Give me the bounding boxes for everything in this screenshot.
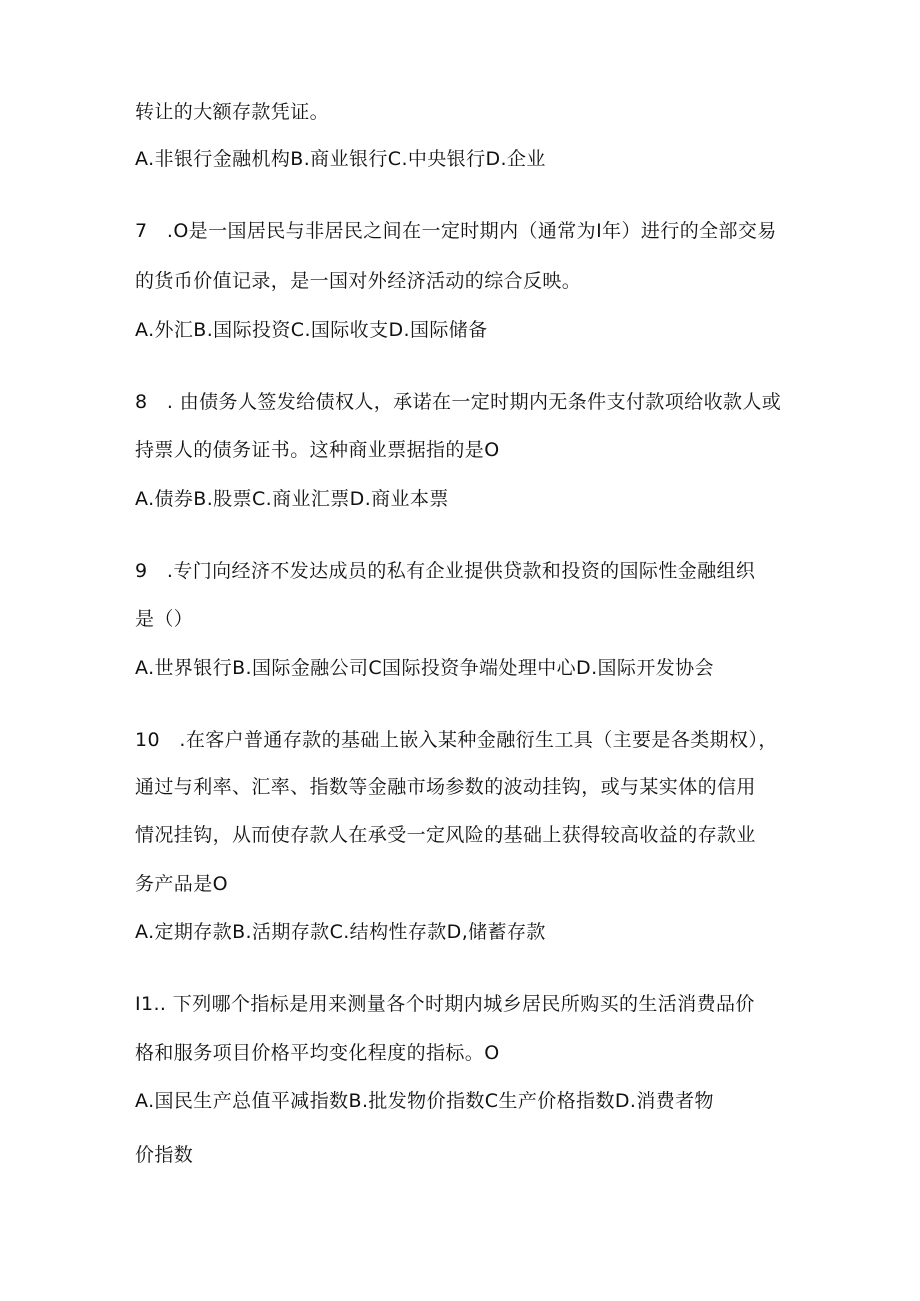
text-line-question9-options: A.世界银行B.国际金融公司C国际投资争端处理中心D.国际开发协会 bbox=[135, 657, 714, 679]
text-line-question11-options: A.国民生产总值平减指数B.批发物价指数C生产价格指数D.消费者物 bbox=[135, 1090, 714, 1112]
text-line-question10-continued-2: 情况挂钩，从而使存款人在承受一定风险的基础上获得较高收益的存款业 bbox=[135, 824, 756, 846]
text-line-question8-options: A.债券B.股票C.商业汇票D.商业本票 bbox=[135, 488, 449, 510]
text-line-question9: 9 .专门向经济不发达成员的私有企业提供贷款和投资的国际性金融组织 bbox=[135, 560, 756, 582]
text-line-question9-continued: 是（） bbox=[135, 608, 194, 630]
text-line-question7: 7 .O是一国居民与非居民之间在一定时期内（通常为I年）进行的全部交易 bbox=[135, 220, 777, 242]
text-line-question6-continued: 转让的大额存款凭证。 bbox=[135, 101, 330, 123]
text-line-question7-options: A.外汇B.国际投资C.国际收支D.国际储备 bbox=[135, 319, 488, 341]
text-line-question11: I1.. 下列哪个指标是用来测量各个时期内城乡居民所购买的生活消费品价 bbox=[135, 993, 755, 1015]
text-line-question11-options-continued: 价指数 bbox=[135, 1144, 194, 1166]
text-line-question10-options: A.定期存款B.活期存款C.结构性存款D,储蓄存款 bbox=[135, 921, 546, 943]
text-line-question11-continued: 格和服务项目价格平均变化程度的指标。O bbox=[135, 1042, 500, 1064]
text-line-question8: 8 . 由债务人签发给债权人，承诺在一定时期内无条件支付款项给收款人或 bbox=[135, 391, 782, 413]
text-line-question10: 10 .在客户普通存款的基础上嵌入某种金融衍生工具（主要是各类期权）， bbox=[135, 729, 778, 751]
text-line-question10-continued-1: 通过与利率、汇率、指数等金融市场参数的波动挂钩，或与某实体的信用 bbox=[135, 776, 756, 798]
text-line-question10-continued-3: 务产品是O bbox=[135, 873, 228, 895]
text-line-question7-continued: 的货币价值记录，是一国对外经济活动的综合反映。 bbox=[135, 270, 582, 292]
text-line-question8-continued: 持票人的债务证书。这种商业票据指的是O bbox=[135, 439, 500, 461]
text-line-question6-options: A.非银行金融机构B.商业银行C.中央银行D.企业 bbox=[135, 148, 546, 170]
